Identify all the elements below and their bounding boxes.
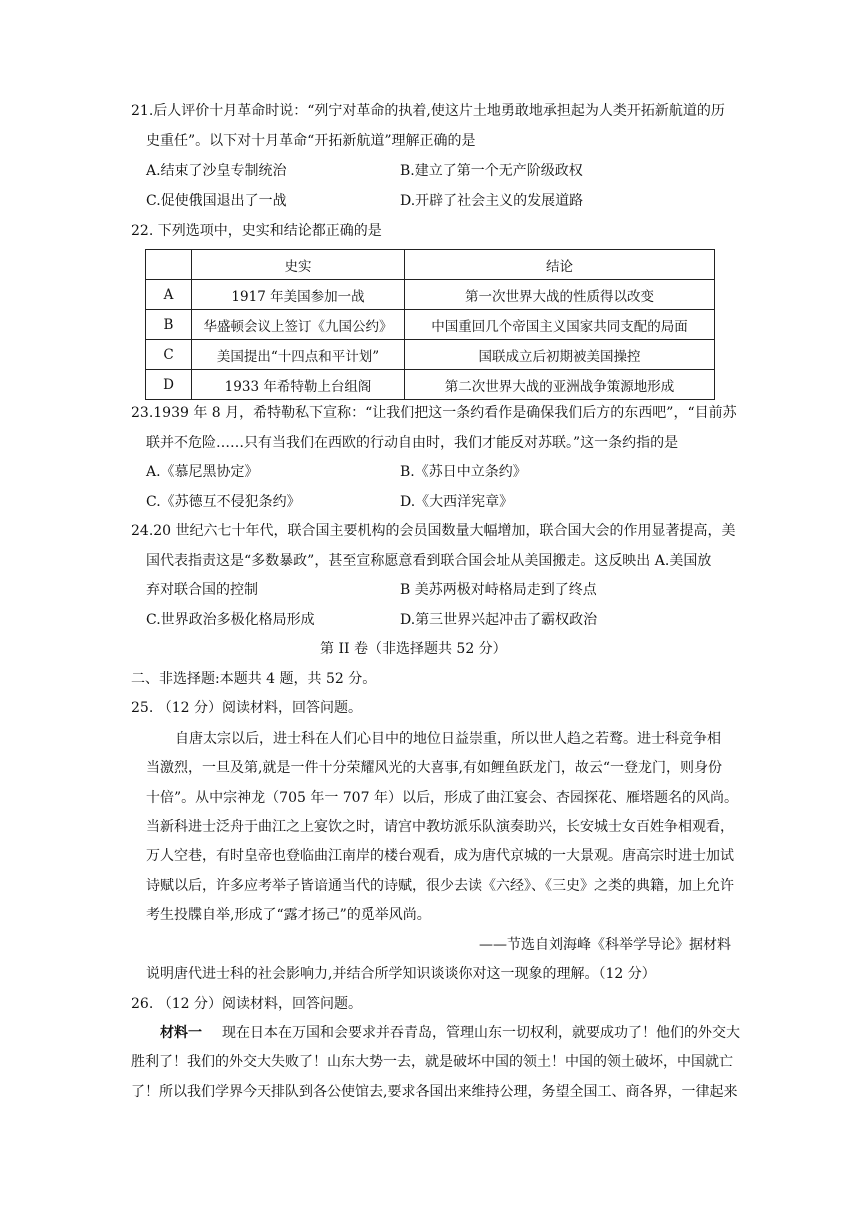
q26-material-line: 现在日本在万国和会要求并吞青岛，管理山东一切权利，就要成功了！他们的外交大 <box>222 1025 740 1041</box>
section-intro: 二、非选择题:本题共 4 题，共 52 分。 <box>131 671 377 687</box>
table-cell: B <box>146 310 192 340</box>
q21-option-d: D.开辟了社会主义的发展道路 <box>400 193 584 209</box>
q21-line2: 史重任”。以下对十月革命“开拓新航道”理解正确的是 <box>146 133 476 149</box>
q25-question: 说明唐代进士科的社会影响力,并结合所学知识谈谈你对这一现象的理解。（12 分） <box>146 966 656 982</box>
table-header-cell <box>146 250 192 280</box>
q25-stem: 25. （12 分）阅读材料，回答问题。 <box>131 700 362 716</box>
q24-option-c: C.世界政治多极化格局形成 <box>146 612 315 628</box>
table-cell: 华盛顿会议上签订《九国公约》 <box>192 310 405 340</box>
table-cell: 1933 年希特勒上台组阁 <box>192 370 405 400</box>
q22-stem: 22. 下列选项中，史实和结论都正确的是 <box>131 223 382 239</box>
table-cell: 美国提出“十四点和平计划” <box>192 340 405 370</box>
q26-material-line: 了！所以我们学界今天排队到各公使馆去,要求各国出来维持公理，务望全国工、商各界，一律起来 <box>131 1084 738 1100</box>
q21-option-c: C.促使俄国退出了一战 <box>146 193 287 209</box>
table-row <box>146 280 715 310</box>
q22-table <box>145 249 715 400</box>
table-header-row <box>146 250 715 280</box>
q24-line1: 24.20 世纪六七十年代，联合国主要机构的会员国数量大幅增加，联合国大会的作用显著提高，美 <box>131 523 736 539</box>
q21-line1: 21.后人评价十月革命时说：“列宁对革命的执着,使这片土地勇敢地承担起为人类开拓新航道的历 <box>131 103 725 119</box>
q25-paragraph-line: 诗赋以后，许多应考举子皆谙通当代的诗赋，很少去读《六经》、《三史》之类的典籍，加上允许 <box>146 878 734 894</box>
table-cell: 国联成立后初期被美国操控 <box>405 340 715 370</box>
table-cell: A <box>146 280 192 310</box>
q25-paragraph-line: 考生投牒自举,形成了“露才扬己”的觅举风尚。 <box>146 907 431 923</box>
q25-paragraph-line: 自唐太宗以后，进士科在人们心目中的地位日益崇重，所以世人趋之若鹜。进士科竞争相 <box>175 731 721 747</box>
q26-stem: 26. （12 分）阅读材料，回答问题。 <box>131 996 362 1012</box>
q23-option-d: D.《大西洋宪章》 <box>400 494 514 510</box>
q24-line3: 弃对联合国的控制 <box>146 582 258 598</box>
q24-option-b: B 美苏两极对峙格局走到了终点 <box>400 582 597 598</box>
q23-option-a: A.《慕尼黑协定》 <box>146 464 259 480</box>
q25-paragraph-line: 当激烈，一旦及第,就是一件十分荣耀风光的大喜事,有如鲤鱼跃龙门，故云“一登龙门，则身份 <box>146 760 723 776</box>
table-cell: 第一次世界大战的性质得以改变 <box>405 280 715 310</box>
q25-paragraph-line: 十倍”。从中宗神龙（705 年一 707 年）以后，形成了曲江宴会、杏园探花、雁塔题名的风尚。 <box>146 790 738 806</box>
q21-option-a: A.结束了沙皇专制统治 <box>146 163 287 179</box>
q24-line2: 国代表指责这是“多数暴政”，甚至宣称愿意看到联合国会址从美国搬走。这反映出 A.美国放 <box>146 553 712 569</box>
table-cell: D <box>146 370 192 400</box>
table-row <box>146 310 715 340</box>
table-header-cell: 结论 <box>405 250 715 280</box>
table-row <box>146 370 715 400</box>
table-cell: C <box>146 340 192 370</box>
table-cell: 1917 年美国参加一战 <box>192 280 405 310</box>
q24-option-d: D.第三世界兴起冲击了霸权政治 <box>400 612 598 628</box>
q23-line1: 23.1939 年 8 月，希特勒私下宣称：“让我们把这一条约看作是确保我们后方的东西吧”，“目前苏 <box>131 405 737 421</box>
q21-option-b: B.建立了第一个无产阶级政权 <box>400 163 583 179</box>
q26-material-line: 胜利了！我们的外交大失败了！山东大势一去，就是破坏中国的领土！中国的领土破坏，中国就亡 <box>131 1054 733 1070</box>
table-cell: 中国重回几个帝国主义国家共同支配的局面 <box>405 310 715 340</box>
q25-source: ——节选自刘海峰《科举学导论》据材料 <box>479 937 731 953</box>
q25-paragraph-line: 万人空巷，有时皇帝也登临曲江南岸的楼台观看，成为唐代京城的一大景观。唐高宗时进士加试 <box>146 848 734 864</box>
q23-line2: 联并不危险……只有当我们在西欧的行动自由时，我们才能反对苏联。”这一条约指的是 <box>146 435 679 451</box>
section-title: 第 II 卷（非选择题共 52 分） <box>320 641 507 657</box>
q25-paragraph-line: 当新科进士泛舟于曲江之上宴饮之时，请宫中教坊派乐队演奏助兴，长安城士女百姓争相观看， <box>146 819 734 835</box>
table-header-cell: 史实 <box>192 250 405 280</box>
q26-material-label: 材料一 <box>160 1025 202 1041</box>
table-cell: 第二次世界大战的亚洲战争策源地形成 <box>405 370 715 400</box>
q23-option-b: B.《苏日中立条约》 <box>400 464 527 480</box>
q23-option-c: C.《苏德互不侵犯条约》 <box>146 494 301 510</box>
table-row <box>146 340 715 370</box>
